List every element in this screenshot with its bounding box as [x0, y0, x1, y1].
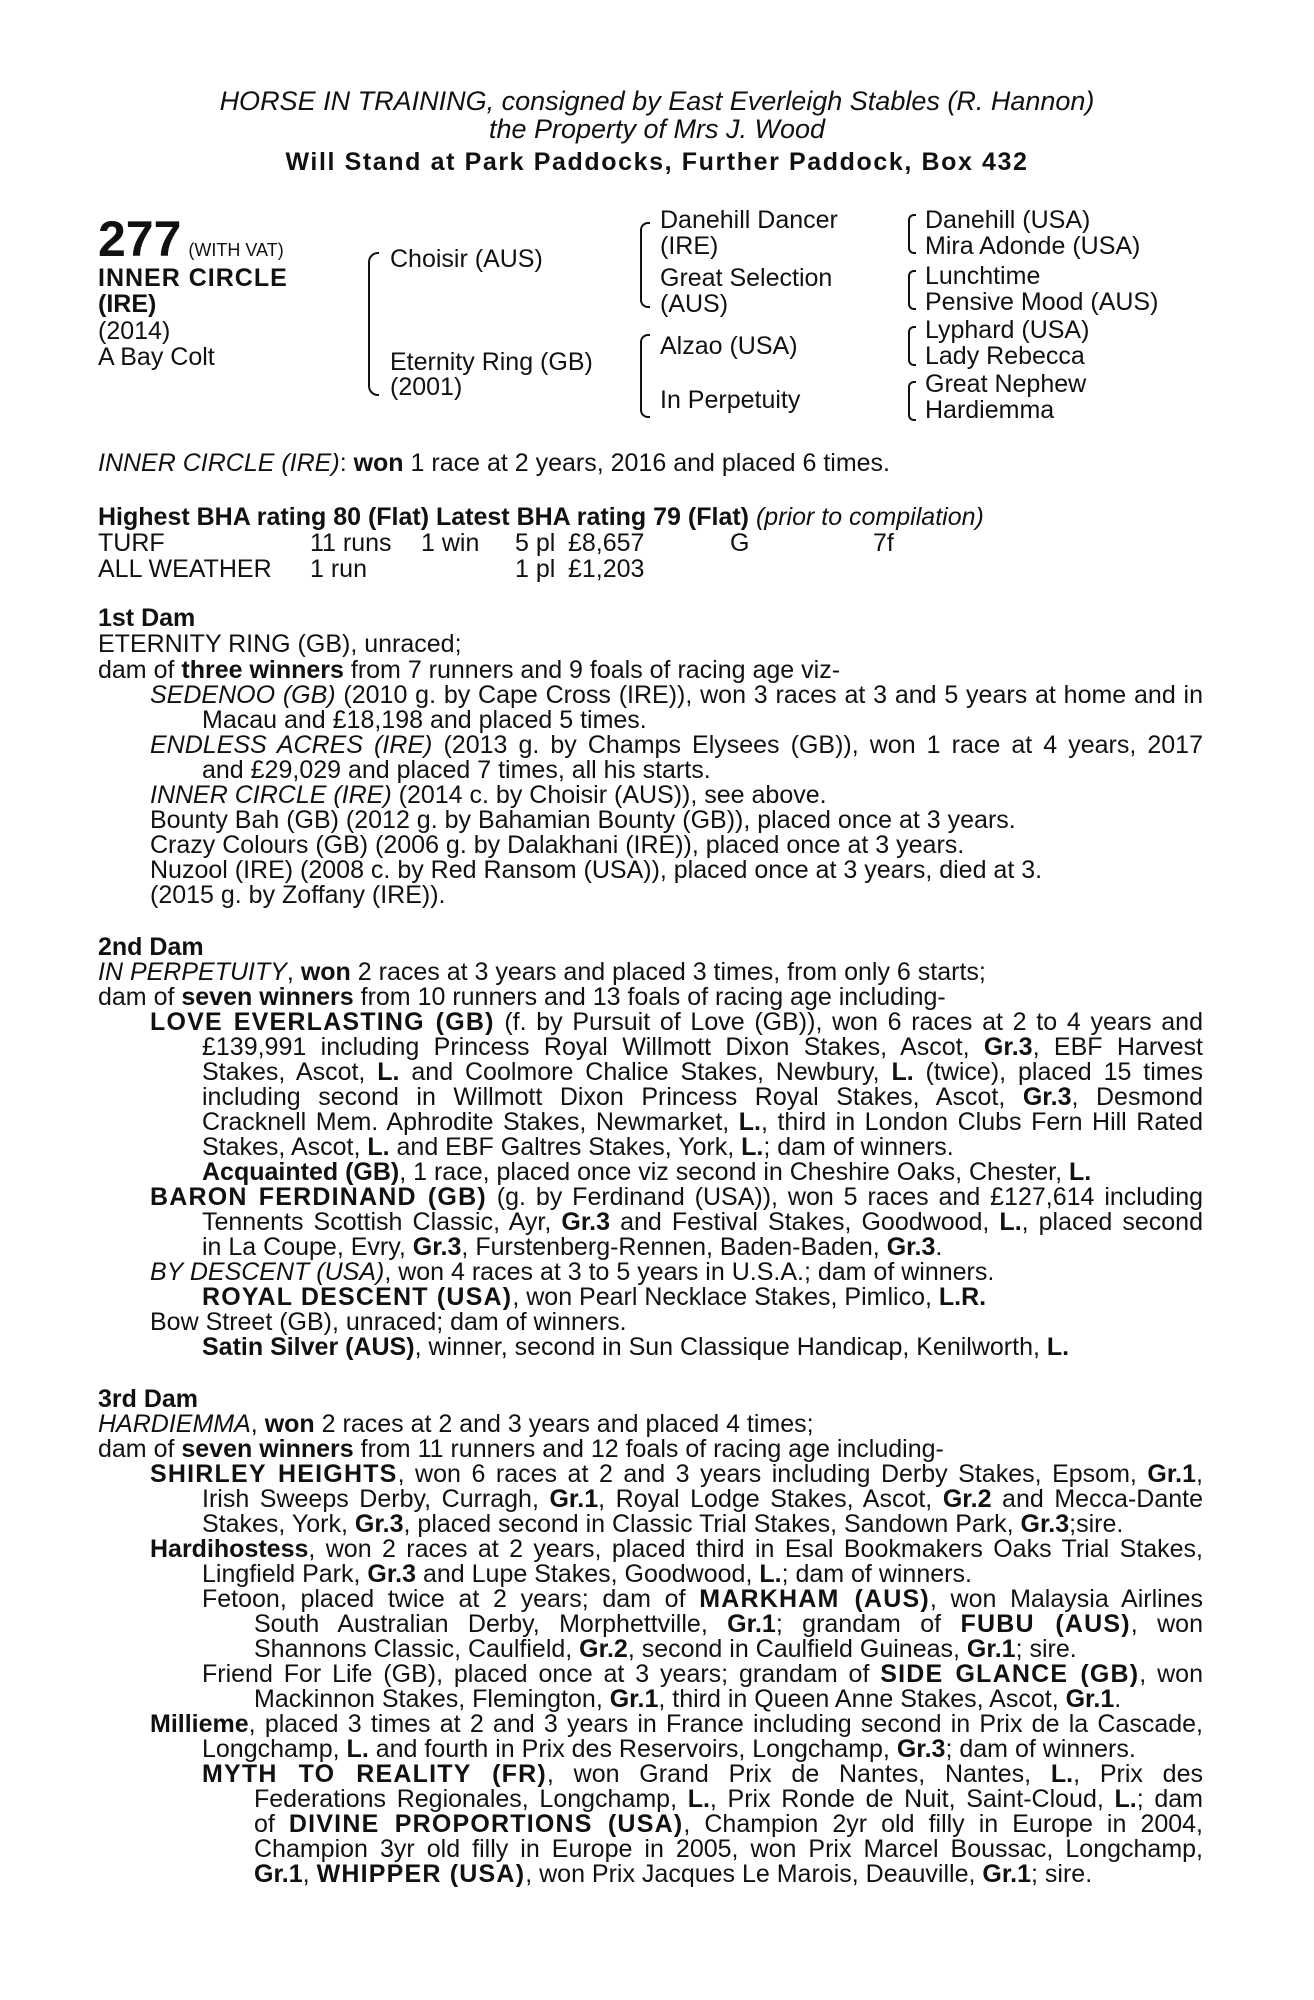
pedigree-sire-dam: Great Selection — [660, 264, 833, 292]
lot-number-row — [98, 211, 284, 267]
section-heading: 3rd Dam — [98, 1385, 199, 1413]
pedigree-sire-sire: Danehill Dancer — [660, 206, 838, 234]
pedigree-brace-gg4 — [908, 381, 916, 421]
pedigree-gg-2: Mira Adonde (USA) — [925, 232, 1141, 260]
pedigree-brace-dam-parents — [640, 334, 650, 418]
pedigree-dam-dam: In Perpetuity — [660, 386, 801, 414]
pedigree-brace-gg2 — [908, 270, 916, 310]
pedigree-sire-dam-country: (AUS) — [660, 290, 729, 318]
section-heading: 2nd Dam — [98, 933, 204, 961]
pedigree-gg-6: Lady Rebecca — [925, 342, 1085, 370]
vat-note: (WITH VAT) — [188, 240, 284, 260]
pedigree-gg-1: Danehill (USA) — [925, 206, 1091, 234]
pedigree-gg-4: Pensive Mood (AUS) — [925, 288, 1159, 316]
pedigree-gg-8: Hardiemma — [925, 396, 1055, 424]
pedigree-gg-7: Great Nephew — [925, 370, 1087, 398]
pedigree-dam-sire: Alzao (USA) — [660, 332, 798, 360]
horse-name: INNER CIRCLE — [98, 264, 288, 292]
horse-description: A Bay Colt — [98, 343, 215, 371]
pedigree-brace-sire-dam — [368, 252, 379, 396]
pedigree-sire-sire-country: (IRE) — [660, 232, 719, 260]
race-summary: INNER CIRCLE (IRE): won 1 race at 2 years, 2016 and placed 6 times. — [98, 449, 891, 477]
horse-year: (2014) — [98, 317, 171, 345]
pedigree-gg-5: Lyphard (USA) — [925, 316, 1090, 344]
pedigree-dam-year: (2001) — [390, 373, 463, 401]
owner-line: the Property of Mrs J. Wood — [488, 114, 826, 144]
bha-ratings: Highest BHA rating 80 (Flat) Latest BHA rating 79 (Flat) (prior to compilation) — [98, 503, 984, 531]
stabling-line: Will Stand at Park Paddocks, Further Paddock, Box 432 — [285, 148, 1029, 176]
lot-number: 277 — [98, 211, 182, 267]
pedigree-brace-gg1 — [908, 214, 916, 254]
pedigree-brace-sire-parents — [640, 222, 650, 308]
section-heading: 1st Dam — [98, 604, 196, 632]
horse-country: (IRE) — [98, 290, 157, 318]
pedigree-gg-3: Lunchtime — [925, 262, 1041, 290]
catalogue-page: HORSE IN TRAINING, consigned by East Everleigh Stables (R. Hannon) the Property of Mrs J. Wood Will Stand at Park Paddocks, Further Paddock, Box 432 277 (WITH VAT) INNER CIRCLE (IRE) (2014) A Bay Colt Choisir (AUS) Eternity Ring (GB) (2001) Danehill Dancer (IRE) Great Selection (AUS) Alzao (USA) In Perpetuity Danehill (USA) Mira Adonde (USA) Lunchtime Pensive Mood (AUS) Lyphard (USA) Lady Rebecca Great Nephew Hardiemma INNER CIRCLE (IRE): won 1 race at 2 years, 2016 and placed 6 times. Highest BHA rating 80 (Flat) Latest BHA rating 79 (Flat) (prior to compilation) TURF 11 runs 1 win 5 pl £8,657 G 7f ALL WEATHER 1 run 1 pl £1,203 1st Dam ETERNITY RING (GB), unraced; dam of three winners from 7 runners and 9 foals of racing age viz- SEDENOO (GB) (2010 g. by Cape Cross (IRE)), won 3 races at 3 and 5 years at home and in Macau and £18,198 and placed 5 times. ENDLESS ACRES (IRE) (2013 g. by Champs Elysees (GB)), won 1 race at 4 years, 2017 and £29,029 and placed 7 times, all his starts. INNER CIRCLE (IRE) (2014 c. by Choisir (AUS)), see above. Bounty Bah (GB) (2012 g. by Bahamian Bounty (GB)), placed once at 3 years. Crazy Colours (GB) (2006 g. by Dalakhani (IRE)), placed once at 3 years. Nuzool (IRE) (2008 c. by Red Ransom (USA)), placed once at 3 years, died at 3. (2015 g. by Zoffany (IRE)). 2nd Dam IN PERPETUITY, won 2 races at 3 years and placed 3 times, from only 6 starts; dam of seven winners from 10 runners and 13 foals of racing age including- LOVE EVERLASTING (GB) (f. by Pursuit of Love (GB)), won 6 races at 2 to 4 years and £139,991 including Princess Royal Willmott Dixon Stakes, Ascot, Gr.3, EBF Harvest Stakes, Ascot, L. and Coolmore Chalice Stakes, Newbury, L. (twice), placed 15 times including second in Willmott Dixon Princess Royal Stakes, Ascot, Gr.3, Desmond Cracknell Mem. Aphrodite Stakes, Newmarket, L., third in London Clubs Fern Hill Rated Stakes, Ascot, L. and EBF Galtres Stakes, York, L.; dam of winners. Acquainted (GB), 1 race, placed once viz second in Cheshire Oaks, Chester, L. BARON FERDINAND (GB) (g. by Ferdinand (USA)), won 5 races and £127,614 including Tennents Scottish Classic, Ayr, Gr.3 and Festival Stakes, Goodwood, L., placed second in La Coupe, Evry, Gr.3, Furstenberg-Rennen, Baden-Baden, Gr.3. BY DESCENT (USA), won 4 races at 3 to 5 years in U.S.A.; dam of winners. ROYAL DESCENT (USA), won Pearl Necklace Stakes, Pimlico, L.R. Bow Street (GB), unraced; dam of winners. Satin Silver (AUS), winner, second in Sun Classique Handicap, Kenilworth, L. 3rd Dam HARDIEMMA, won 2 races at 2 and 3 years and placed 4 times; dam of seven winners from 11 runners and 12 foals of racing age including- SHIRLEY HEIGHTS, won 6 races at 2 and 3 years including Derby Stakes, Epsom, Gr.1, Irish Sweeps Derby, Curragh, Gr.1, Royal Lodge Stakes, Ascot, Gr.2 and Mecca-Dante Stakes, York, Gr.3, placed second in Classic Trial Stakes, Sandown Park, Gr.3;sire. Hardihostess, won 2 races at 2 years, placed third in Esal Bookmakers Oaks Trial Stakes, Lingfield Park, Gr.3 and Lupe Stakes, Goodwood, L.; dam of winners. Fetoon, placed twice at 2 years; dam of MARKHAM (AUS), won Malaysia Airlines South Australian Derby, Morphettville, Gr.1; grandam of FUBU (AUS), won Shannons Classic, Caulfield, Gr.2, second in Caulfield Guineas, Gr.1; sire. Friend For Life (GB), placed once at 3 years; grandam of SIDE GLANCE (GB), won Mackinnon Stakes, Flemington, Gr.1, third in Queen Anne Stakes, Ascot, Gr.1. Millieme, placed 3 times at 2 and 3 years in France including second in Prix de la Cascade, Longchamp, L. and fourth in Prix des Reservoirs, Longchamp, Gr.3; dam of winners. MYTH TO REALITY (FR), won Grand Prix de Nantes, Nantes, L., Prix des Federations Regionales, Longchamp, L., Prix Ronde de Nuit, Saint-Cloud, L.; dam of DIVINE PROPORTIONS (USA), Champion 2yr old filly in Europe in 2004, Champion 3yr old filly in Europe in 2005, won Prix Marcel Boussac, Longchamp, Gr.1, WHIPPER (USA), won Prix Jacques Le Marois, Deauville, Gr.1; sire. — [0, 0, 1314, 2000]
pedigree-sire: Choisir (AUS) — [390, 245, 543, 273]
pedigree-dam: Eternity Ring (GB) — [390, 348, 593, 376]
pedigree-brace-gg3 — [908, 326, 916, 366]
consignor-line: HORSE IN TRAINING, consigned by East Everleigh Stables (R. Hannon) — [219, 86, 1095, 116]
